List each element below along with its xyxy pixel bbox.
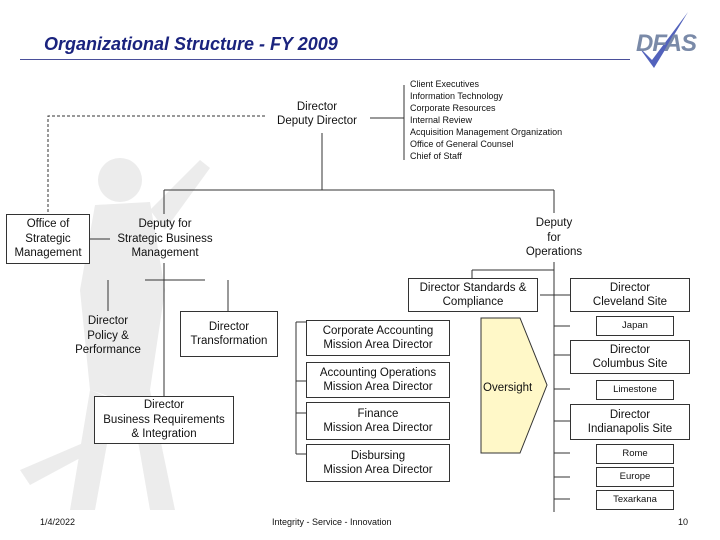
standards-label: Director Standards & Compliance [419, 281, 527, 308]
site-label: Texarkana [613, 494, 657, 506]
footer-date: 1/4/2022 [40, 517, 76, 527]
strategic-management-box [6, 214, 90, 264]
site-box [596, 490, 674, 510]
mission-area-box [306, 402, 450, 440]
staff-item: Office of General Counsel [410, 139, 514, 149]
standards-box [408, 278, 538, 312]
transformation-label: Director Transformation [190, 320, 268, 347]
site-label: Limestone [613, 384, 657, 396]
mission-area-box [306, 320, 450, 356]
staff-item: Internal Review [410, 115, 473, 125]
site-box [596, 444, 674, 464]
site-box [596, 380, 674, 400]
staff-item: Acquisition Management Organization [410, 127, 563, 137]
staff-list [410, 78, 562, 162]
director-label: Director Deputy Director [277, 100, 357, 127]
staff-item: Information Technology [410, 91, 503, 101]
footer-motto: Integrity - Service - Innovation [272, 517, 392, 527]
site-box [570, 278, 690, 312]
site-box [596, 316, 674, 336]
title-rule [20, 59, 630, 60]
site-label: Europe [619, 471, 651, 483]
director-box [264, 96, 370, 132]
site-label: Rome [622, 448, 648, 460]
deputy-strategic-box [110, 214, 220, 264]
site-box [570, 340, 690, 374]
mission-area-label: Accounting Operations Mission Area Director [319, 366, 437, 393]
staff-item: Corporate Resources [410, 103, 496, 113]
page-number: 10 [678, 517, 689, 527]
mission-area-label: Finance Mission Area Director [323, 407, 433, 434]
mission-area-label: Disbursing Mission Area Director [323, 449, 433, 476]
osm-label: Office of Strategic Management [14, 218, 82, 260]
mission-area-box [306, 362, 450, 398]
site-box [596, 467, 674, 487]
business-requirements-box [94, 396, 234, 444]
transformation-box [180, 311, 278, 357]
page-title: Organizational Structure - FY 2009 [44, 34, 338, 54]
site-label: Director Columbus Site [592, 343, 668, 370]
site-label: Japan [622, 320, 648, 332]
business-label: Director Business Requirements & Integration [103, 399, 225, 441]
staff-item: Chief of Staff [410, 151, 462, 161]
deputy-operations-box [512, 213, 596, 263]
site-label: Director Indianapolis Site [587, 408, 673, 435]
staff-item: Client Executives [410, 79, 480, 89]
mission-area-box [306, 444, 450, 482]
policy-box [64, 311, 152, 361]
oversight-label: Oversight [483, 382, 533, 394]
site-box [570, 404, 690, 440]
logo-text: DFAS [636, 30, 697, 57]
dfo-label: Deputy for Operations [525, 217, 583, 259]
mission-area-label: Corporate Accounting Mission Area Director [322, 324, 434, 351]
site-label: Director Cleveland Site [592, 281, 668, 308]
policy-label: Director Policy & Performance [75, 315, 141, 357]
dsbm-label: Deputy for Strategic Business Management [117, 218, 213, 260]
